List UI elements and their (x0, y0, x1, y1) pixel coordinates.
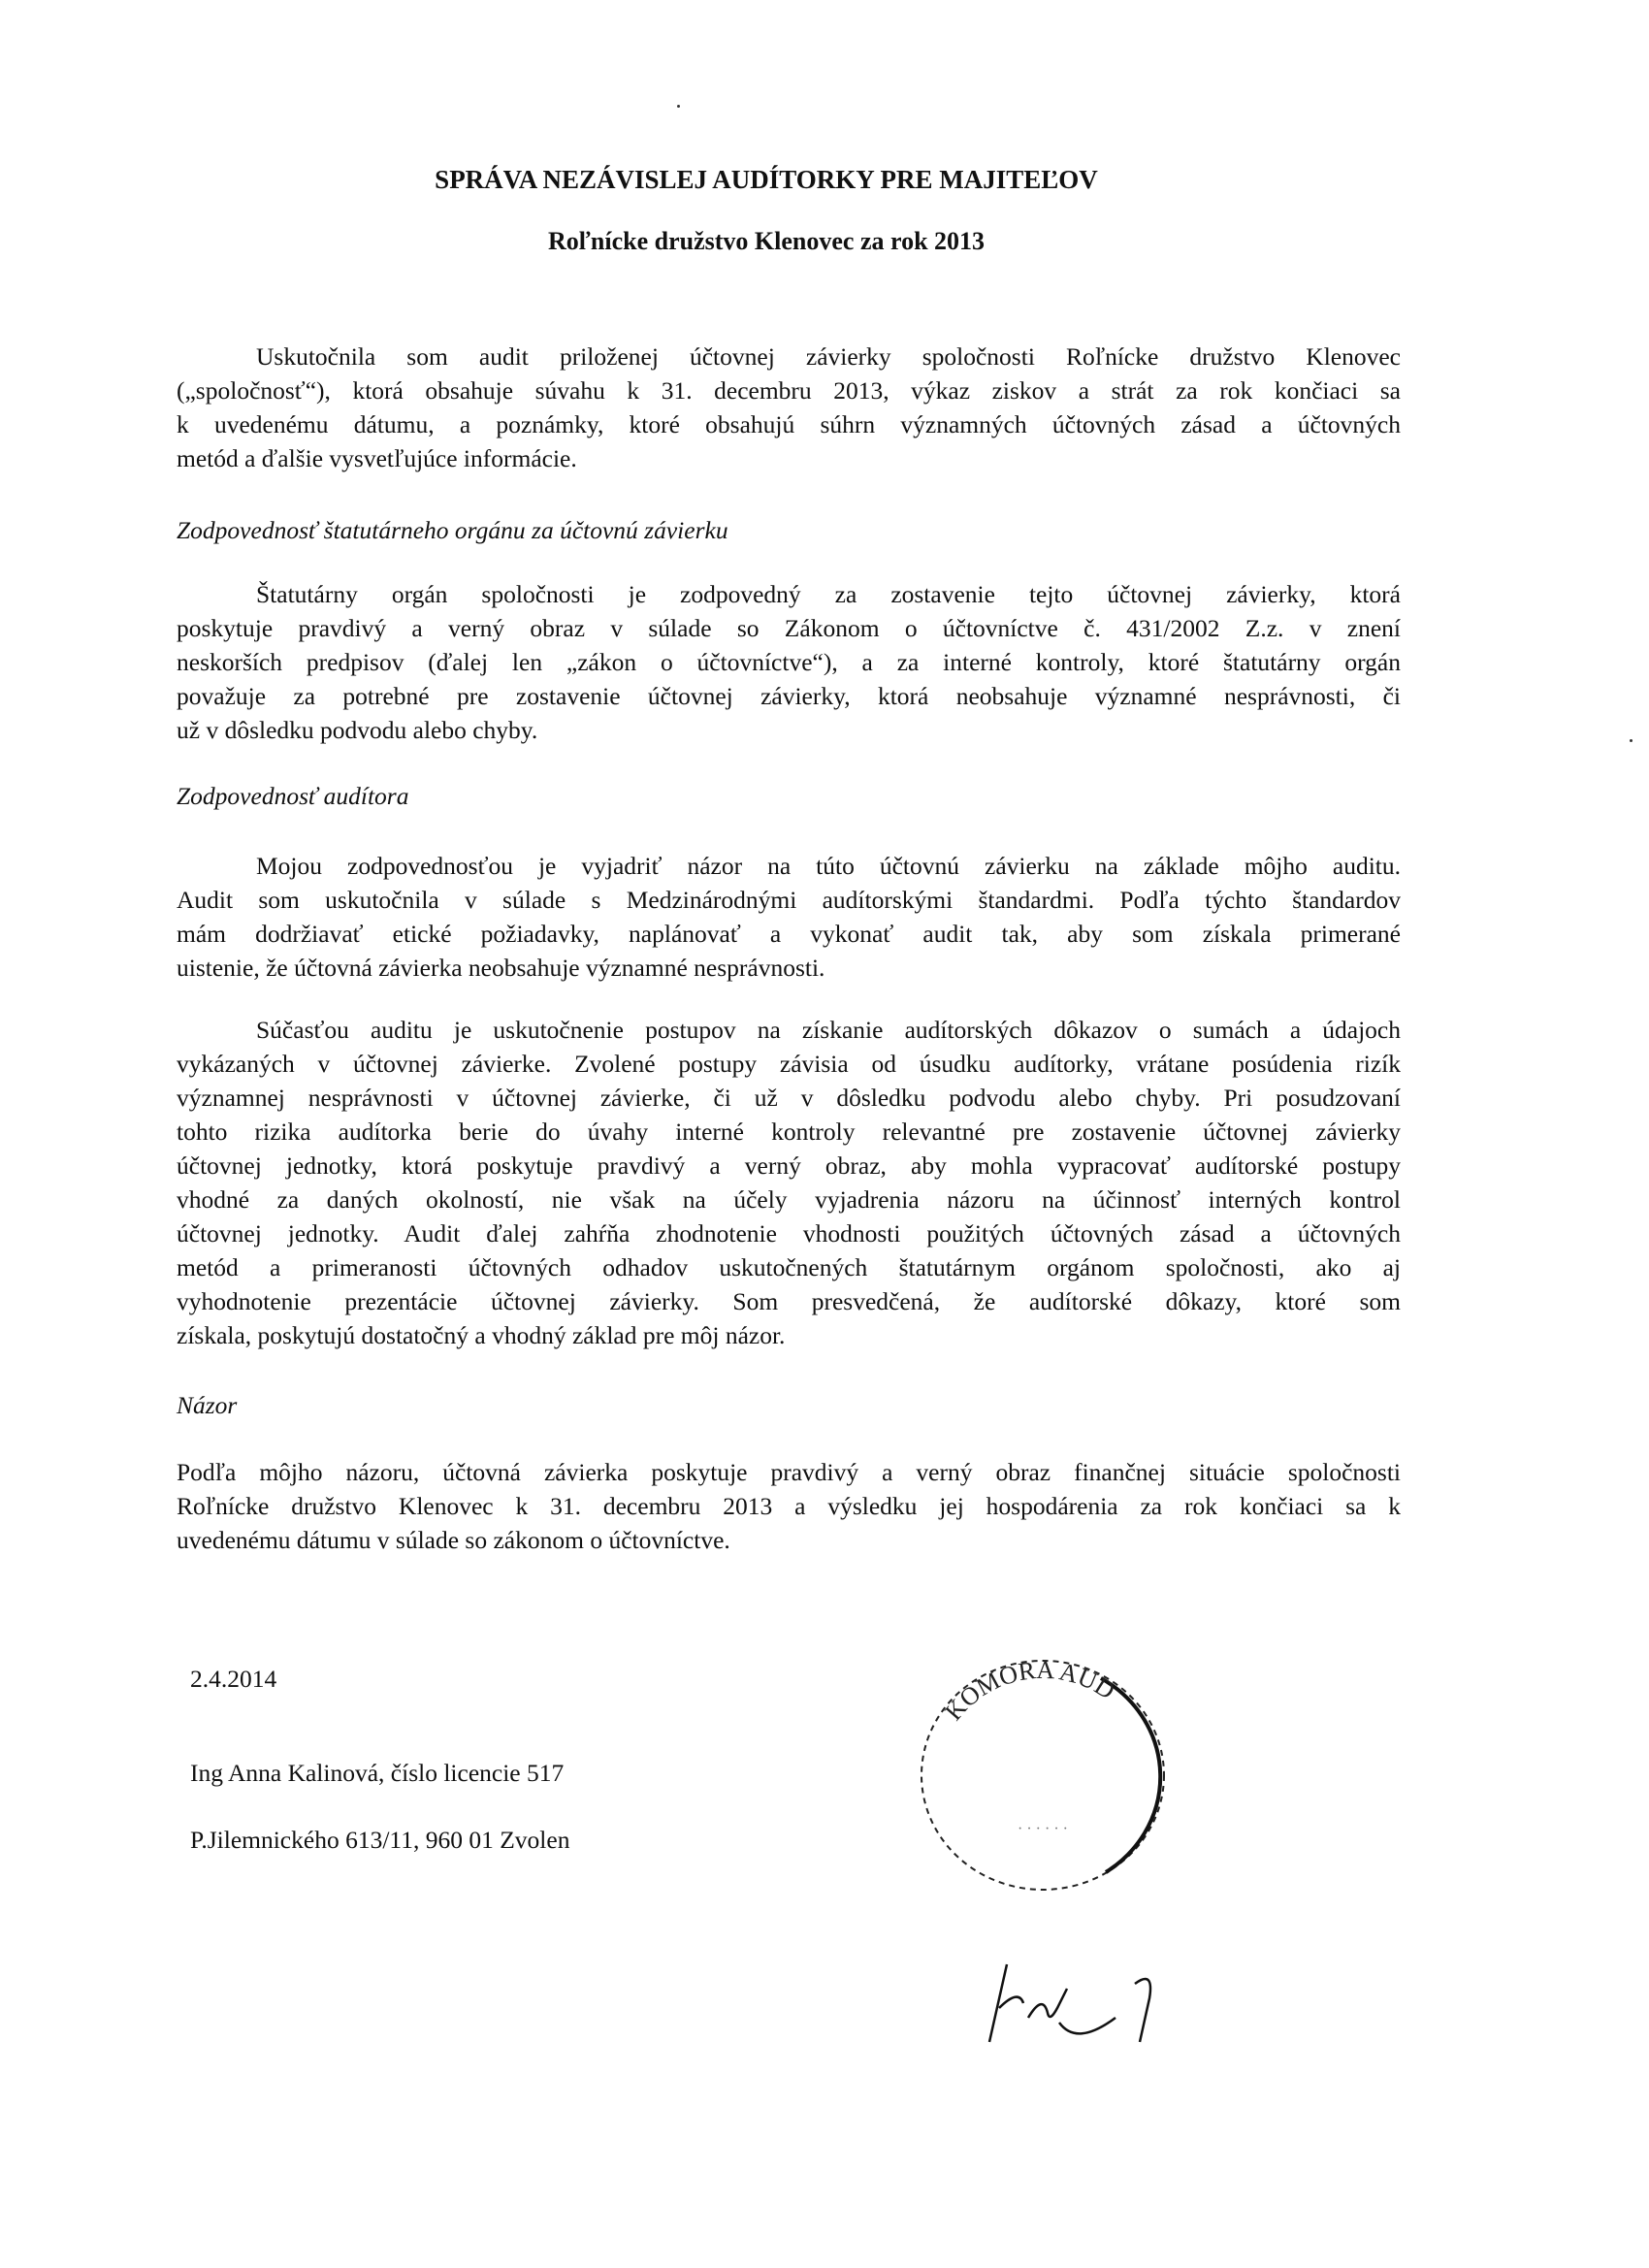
text-line: poskytuje pravdivý a verný obraz v súlade so Zákonom o účtovníctve č. 431/2002 Z.z. v znení (177, 614, 1401, 642)
text-line: Roľnícke družstvo Klenovec k 31. decembru 2013 a výsledku jej hospodárenia za rok končiaci sa k (177, 1492, 1401, 1520)
text-line: Súčasťou auditu je uskutočnenie postupov na získanie audítorských dôkazov o sumách a údajoch (256, 1016, 1401, 1044)
scan-speck (677, 105, 680, 108)
opinion-paragraph (177, 1455, 1401, 1557)
statutory-paragraph (177, 577, 1401, 747)
document-title: SPRÁVA NEZÁVISLEJ AUDÍTORKY PRE MAJITEĽOV (435, 165, 1098, 194)
text-line: neskorších predpisov (ďalej len „zákon o účtovníctve“), a za interné kontroly, ktoré štatutárny orgán (177, 648, 1401, 676)
text-line: k uvedenému dátumu, a poznámky, ktoré obsahujú súhrn významných účtovných zásad a účtovných (177, 410, 1401, 438)
auditor-address: P.Jilemnického 613/11, 960 01 Zvolen (190, 1826, 570, 1854)
text-line: uvedenému dátumu v súlade so zákonom o účtovníctve. (177, 1526, 730, 1554)
text-line: Štatutárny orgán spoločnosti je zodpovedný za zostavenie tejto účtovnej závierky, ktorá (256, 580, 1401, 608)
text-line: účtovnej jednotky, ktorá poskytuje pravdivý a verný obraz, aby mohla vypracovať audítorské postupy (177, 1151, 1401, 1180)
text-line: mám dodržiavať etické požiadavky, naplánovať a vykonať audit tak, aby som získala primerané (177, 920, 1401, 948)
text-line: významnej nesprávnosti v účtovnej závierke, či už v dôsledku podvodu alebo chyby. Pri posudzovaní (177, 1084, 1401, 1112)
section-heading-auditor: Zodpovednosť audítora (177, 782, 409, 810)
text-line: Podľa môjho názoru, účtovná závierka poskytuje pravdivý a verný obraz finančnej situácie spoločnosti (177, 1458, 1401, 1486)
text-line: Mojou zodpovednosťou je vyjadriť názor na túto účtovnú závierku na základe môjho auditu. (256, 852, 1401, 880)
text-line: vyhodnotenie prezentácie účtovnej závierky. Som presvedčená, že audítorské dôkazy, ktoré som (177, 1287, 1401, 1315)
text-line: tohto rizika audítorka berie do úvahy interné kontroly relevantné pre zostavenie účtovnej závierky (177, 1118, 1401, 1146)
section-heading-statutory: Zodpovednosť štatutárneho orgánu za účtovnú závierku (177, 516, 728, 544)
section-heading-opinion: Názor (177, 1391, 238, 1419)
text-line: vhodné za daných okolností, nie však na účely vyjadrenia názoru na účinnosť interných kontrol (177, 1185, 1401, 1214)
text-line: Audit som uskutočnila v súlade s Medzinárodnými audítorskými štandardmi. Podľa týchto štandardov (177, 886, 1401, 914)
text-line: získala, poskytujú dostatočný a vhodný základ pre môj názor. (177, 1321, 786, 1349)
signature (970, 1950, 1183, 2057)
svg-text:KOMORA AUD: KOMORA AUD (939, 1655, 1120, 1727)
text-line: metód a ďalšie vysvetľujúce informácie. (177, 444, 577, 472)
svg-text:· · · · · ·: · · · · · · (1018, 1821, 1068, 1837)
report-date: 2.4.2014 (190, 1665, 277, 1693)
auditor-name-license: Ing Anna Kalinová, číslo licencie 517 (190, 1759, 565, 1787)
text-line: uistenie, že účtovná závierka neobsahuje významné nesprávnosti. (177, 954, 825, 982)
intro-paragraph (177, 340, 1401, 475)
text-line: vykázaných v účtovnej závierke. Zvolené postupy závisia od úsudku audítorky, vrátane posúdenia rizík (177, 1050, 1401, 1078)
text-line: už v dôsledku podvodu alebo chyby. (177, 716, 538, 744)
text-line: („spoločnosť“), ktorá obsahuje súvahu k 31. decembru 2013, výkaz ziskov a strát za rok končiaci sa (177, 376, 1401, 405)
auditor-stamp (897, 1639, 1188, 1911)
text-line: považuje za potrebné pre zostavenie účtovnej závierky, ktorá neobsahuje významné nesprávnosti, či (177, 682, 1401, 710)
auditor-paragraph-1 (177, 849, 1401, 985)
text-line: metód a primeranosti účtovných odhadov uskutočnených štatutárnym orgánom spoločnosti, ako aj (177, 1253, 1401, 1281)
text-line: Uskutočnila som audit priloženej účtovnej závierky spoločnosti Roľnícke družstvo Klenovec (256, 342, 1401, 371)
scan-speck (1630, 739, 1633, 742)
auditor-paragraph-2 (177, 1013, 1401, 1352)
document-subtitle: Roľnícke družstvo Klenovec za rok 2013 (547, 227, 986, 255)
text-line: účtovnej jednotky. Audit ďalej zahŕňa zhodnotenie vhodnosti použitých účtovných zásad a účtovných (177, 1219, 1401, 1247)
